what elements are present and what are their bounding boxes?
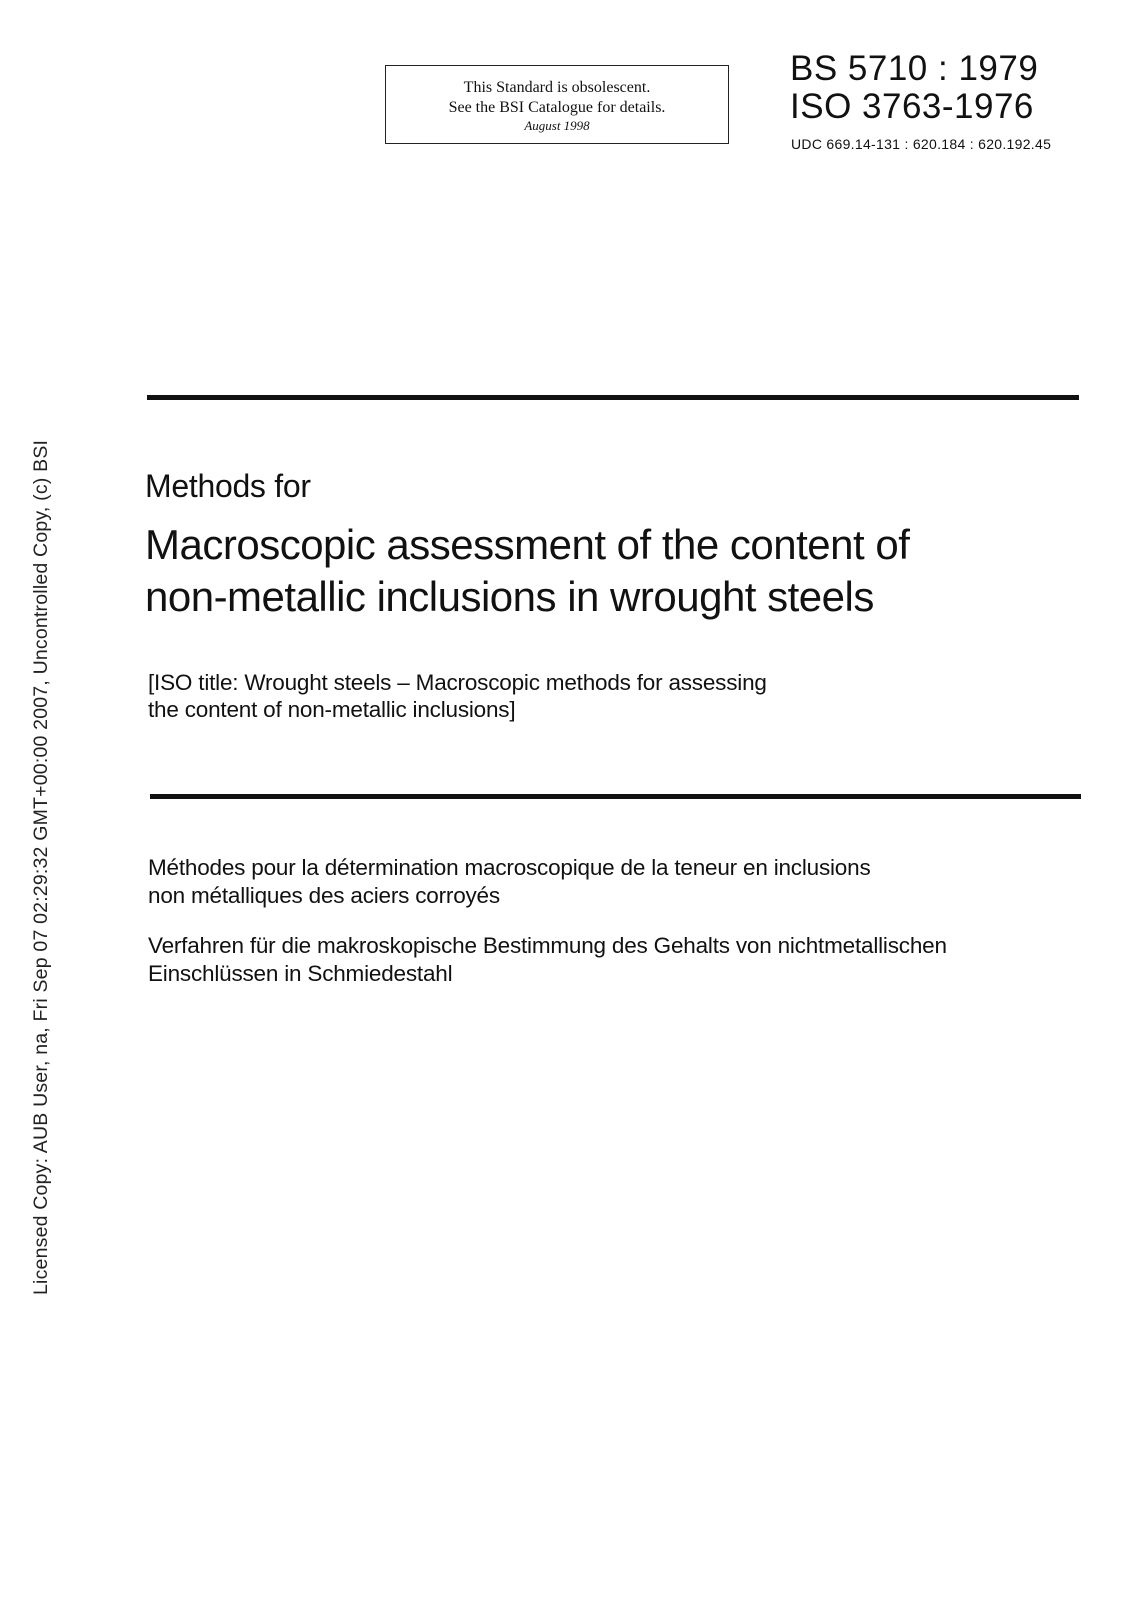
top-divider: [147, 395, 1079, 400]
main-title: [145, 519, 909, 623]
main-title-line-1: Macroscopic assessment of the content of: [145, 521, 910, 568]
obsolescence-notice-line-1: This Standard is obsolescent.: [463, 79, 651, 96]
udc-classification: UDC 669.14-131 : 620.184 : 620.192.45: [791, 136, 1052, 152]
title-prefix: Methods for: [145, 468, 311, 504]
french-title-line-1: Méthodes pour la détermination macroscopique de la teneur en inclusions: [148, 855, 871, 880]
iso-title: [148, 669, 767, 723]
main-title-line-2: non-metallic inclusions in wrought steels: [145, 573, 874, 620]
iso-standard-number: ISO 3763-1976: [790, 87, 1034, 126]
middle-divider: [150, 794, 1081, 799]
german-title-line-2: Einschlüssen in Schmiedestahl: [148, 961, 453, 986]
iso-title-line-2: the content of non-metallic inclusions]: [148, 697, 516, 722]
obsolescence-notice-line-2: See the BSI Catalogue for details.: [448, 99, 666, 116]
license-watermark: Licensed Copy: AUB User, na, Fri Sep 07 02:29:32 GMT+00:00 2007, Uncontrolled Copy, (c) BSI: [30, 439, 52, 1295]
french-title-line-2: non métalliques des aciers corroyés: [148, 883, 500, 908]
german-title-line-1: Verfahren für die makroskopische Bestimmung des Gehalts von nichtmetallischen: [148, 933, 947, 958]
german-title: [148, 932, 947, 988]
french-title: [148, 854, 871, 910]
obsolescence-notice-date: August 1998: [524, 118, 590, 133]
bs-standard-number: BS 5710 : 1979: [790, 49, 1039, 88]
obsolescence-notice-box: [385, 65, 729, 144]
iso-title-line-1: [ISO title: Wrought steels – Macroscopic methods for assessing: [148, 670, 767, 695]
